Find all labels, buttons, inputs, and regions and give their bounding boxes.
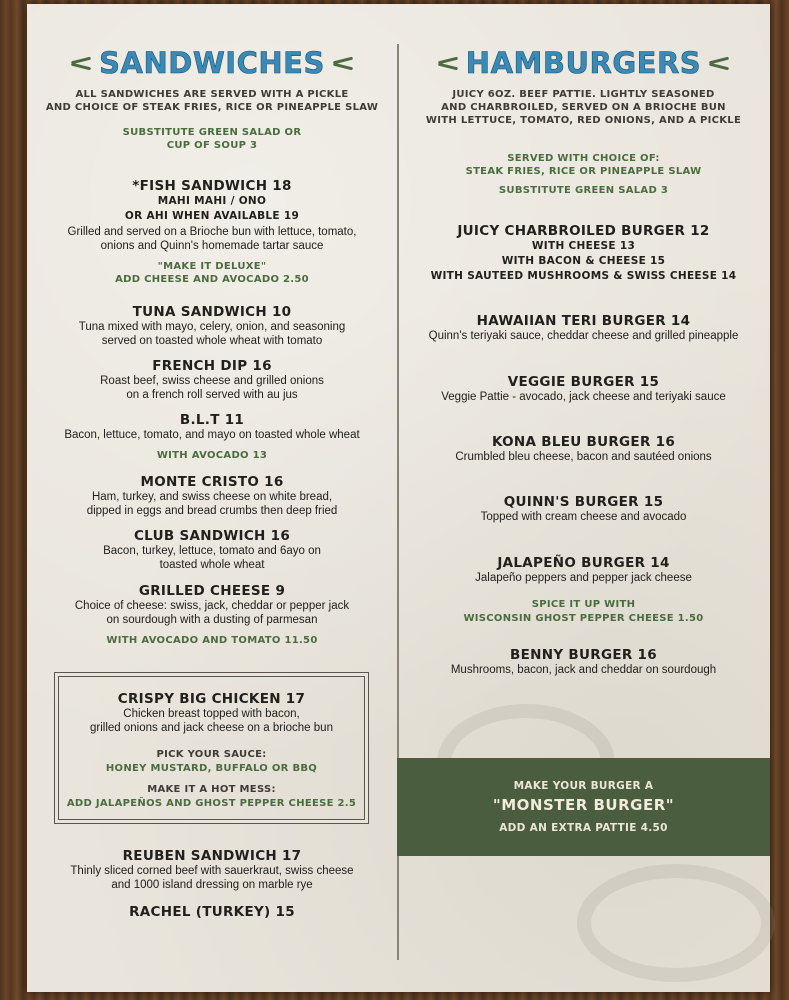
chicken-hot-addon: ADD JALAPEÑOS AND GHOST PEPPER CHEESE 2.5: [66, 798, 357, 809]
hamburgers-substitute: SUBSTITUTE GREEN SALAD 3: [498, 185, 669, 196]
leaf-ornament-icon: [333, 55, 353, 71]
hamburgers-heading: [397, 46, 770, 80]
menu-page: [27, 4, 770, 992]
french-dip-title: FRENCH DIP 16: [152, 358, 272, 374]
sandwiches-heading-text: SANDWICHES: [99, 46, 325, 80]
reuben-desc-2: and 1000 island dressing on marble rye: [111, 879, 313, 891]
fish-deluxe-label: "MAKE IT DELUXE": [157, 261, 267, 272]
veggie-burger-desc: Veggie Pattie - avocado, jack cheese and teriyaki sauce: [441, 391, 726, 403]
leaf-ornament-icon: [709, 55, 729, 71]
benny-burger-desc: Mushrooms, bacon, jack and cheddar on sourdough: [450, 664, 717, 676]
fish-sandwich-title: *FISH SANDWICH 18: [132, 178, 292, 194]
sandwiches-heading: [27, 46, 397, 80]
juicy-burger-option-1: WITH CHEESE 13: [531, 240, 636, 252]
fish-sandwich-option-2: OR AHI WHEN AVAILABLE 19: [124, 210, 300, 222]
blt-desc: Bacon, lettuce, tomato, and mayo on toasted whole wheat: [64, 429, 360, 441]
sandwiches-substitute-1: SUBSTITUTE GREEN SALAD OR: [122, 127, 302, 138]
kona-bleu-burger-desc: Crumbled bleu cheese, bacon and sautéed onions: [455, 451, 712, 463]
grilled-cheese-addon: WITH AVOCADO AND TOMATO 11.50: [106, 635, 318, 646]
juicy-burger-option-2: WITH BACON & CHEESE 15: [501, 255, 666, 267]
crispy-chicken-box: [54, 672, 369, 824]
grilled-cheese-desc-2: on sourdough with a dusting of parmesan: [106, 614, 318, 626]
chicken-sauce-label: PICK YOUR SAUCE:: [156, 749, 267, 760]
sandwiches-intro-1: ALL SANDWICHES ARE SERVED WITH A PICKLE: [75, 89, 349, 100]
quinns-burger-title: QUINN'S BURGER 15: [503, 494, 664, 510]
hamburgers-served-2: STEAK FRIES, RICE OR PINEAPPLE SLAW: [465, 166, 702, 177]
tuna-sandwich-desc-2: served on toasted whole wheat with tomato: [101, 335, 323, 347]
crispy-chicken-title: CRISPY BIG CHICKEN 17: [117, 691, 306, 707]
kona-bleu-burger-title: KONA BLEU BURGER 16: [491, 434, 676, 450]
sandwiches-intro-2: AND CHOICE OF STEAK FRIES, RICE OR PINEAPPLE SLAW: [45, 102, 379, 113]
hamburgers-heading-text: HAMBURGERS: [465, 46, 702, 80]
monster-line-1: MAKE YOUR BURGER A: [513, 780, 654, 792]
veggie-burger-title: VEGGIE BURGER 15: [507, 374, 660, 390]
chicken-sauce-options: HONEY MUSTARD, BUFFALO OR BBQ: [105, 763, 318, 774]
grilled-cheese-title: GRILLED CHEESE 9: [138, 583, 286, 599]
tuna-sandwich-desc-1: Tuna mixed with mayo, celery, onion, and seasoning: [78, 321, 346, 333]
sandwiches-substitute-2: CUP OF SOUP 3: [166, 140, 258, 151]
tuna-sandwich-title: TUNA SANDWICH 10: [132, 304, 292, 320]
monte-cristo-desc-2: dipped in eggs and bread crumbs then deep fried: [86, 505, 338, 517]
jalapeno-spice-label: SPICE IT UP WITH: [531, 599, 636, 610]
club-sandwich-desc-2: toasted whole wheat: [159, 559, 265, 571]
chicken-hot-label: MAKE IT A HOT MESS:: [147, 784, 276, 795]
rachel-title: RACHEL (TURKEY) 15: [129, 904, 295, 920]
hamburgers-served-1: SERVED WITH CHOICE OF:: [507, 153, 660, 164]
french-dip-desc-2: on a french roll served with au jus: [126, 389, 298, 401]
monte-cristo-title: MONTE CRISTO 16: [140, 474, 284, 490]
monte-cristo-desc-1: Ham, turkey, and swiss cheese on white bread,: [91, 491, 333, 503]
jalapeno-burger-title: JALAPEÑO BURGER 14: [497, 555, 670, 571]
benny-burger-title: BENNY BURGER 16: [510, 647, 657, 663]
monster-line-2: "MONSTER BURGER": [492, 796, 675, 814]
blt-addon: WITH AVOCADO 13: [156, 450, 268, 461]
hamburgers-intro-2: AND CHARBROILED, SERVED ON A BRIOCHE BUN: [441, 102, 726, 113]
leaf-ornament-icon: [438, 55, 458, 71]
hamburgers-intro-3: WITH LETTUCE, TOMATO, RED ONIONS, AND A PICKLE: [425, 115, 742, 126]
crispy-chicken-desc-1: Chicken breast topped with bacon,: [123, 708, 300, 720]
grilled-cheese-desc-1: Choice of cheese: swiss, jack, cheddar or pepper jack: [74, 600, 350, 612]
blt-title: B.L.T 11: [179, 412, 245, 428]
juicy-burger-title: JUICY CHARBROILED BURGER 12: [457, 223, 710, 239]
fish-sandwich-desc-1: Grilled and served on a Brioche bun with lettuce, tomato,: [67, 226, 357, 238]
swirl-ornament-icon: [577, 864, 775, 982]
club-sandwich-title: CLUB SANDWICH 16: [133, 528, 291, 544]
reuben-desc-1: Thinly sliced corned beef with sauerkraut, swiss cheese: [70, 865, 354, 877]
crispy-chicken-desc-2: grilled onions and jack cheese on a brioche bun: [90, 722, 333, 734]
quinns-burger-desc: Topped with cream cheese and avocado: [480, 511, 687, 523]
jalapeno-burger-desc: Jalapeño peppers and pepper jack cheese: [475, 572, 692, 584]
hawaiian-burger-desc: Quinn's teriyaki sauce, cheddar cheese and grilled pineapple: [428, 330, 739, 342]
hamburgers-intro-1: JUICY 6OZ. BEEF PATTIE. LIGHTLY SEASONED: [452, 89, 715, 100]
jalapeno-spice-addon: WISCONSIN GHOST PEPPER CHEESE 1.50: [463, 613, 704, 624]
fish-sandwich-option-1: MAHI MAHI / ONO: [157, 195, 267, 207]
fish-deluxe-addon: ADD CHEESE AND AVOCADO 2.50: [115, 274, 309, 285]
hawaiian-burger-title: HAWAIIAN TERI BURGER 14: [476, 313, 691, 329]
reuben-title: REUBEN SANDWICH 17: [122, 848, 302, 864]
leaf-ornament-icon: [71, 55, 91, 71]
monster-burger-box: [397, 758, 770, 856]
fish-sandwich-desc-2: onions and Quinn's homemade tartar sauce: [100, 240, 324, 252]
monster-line-3: ADD AN EXTRA PATTIE 4.50: [499, 822, 668, 834]
club-sandwich-desc-1: Bacon, turkey, lettuce, tomato and 6ayo on: [103, 545, 321, 557]
juicy-burger-option-3: WITH SAUTEED MUSHROOMS & SWISS CHEESE 14: [430, 270, 737, 282]
french-dip-desc-1: Roast beef, swiss cheese and grilled onions: [100, 375, 324, 387]
